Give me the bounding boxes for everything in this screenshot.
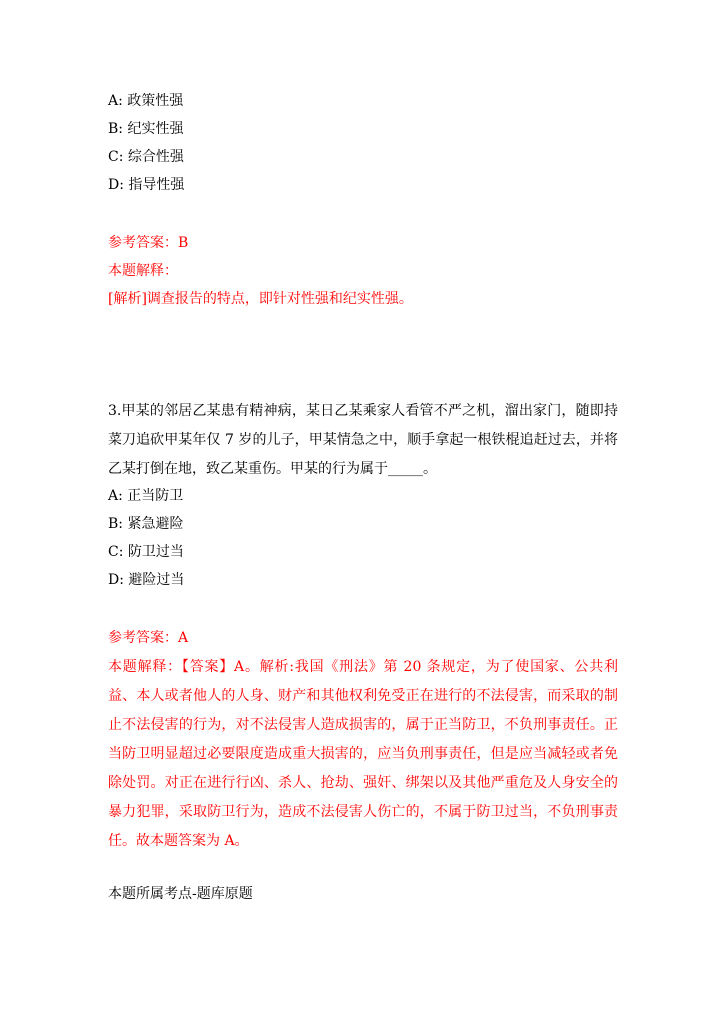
q2-explain-text: [解析]调查报告的特点，即针对性强和纪实性强。 <box>108 291 413 307</box>
q2-explain-label: 本题解释： <box>108 263 178 279</box>
q2-answer: 参考答案：B <box>108 235 189 251</box>
q3-question: 3.甲某的邻居乙某患有精神病，某日乙某乘家人看管不严之机，溜出家门，随即持菜刀追砍甲某年仅 7 岁的儿子，甲某情急之中，顺手拿起一根铁棍追赶过去，并将乙某打倒在地，致乙某重伤。甲某的行为属于_____。 <box>108 403 618 477</box>
q3-option-a: A: 正当防卫 <box>108 488 184 504</box>
q3-option-b: B: 紧急避险 <box>108 516 184 532</box>
q3-answer: 参考答案：A <box>108 630 189 646</box>
q2-option-a: A: 政策性强 <box>108 93 184 109</box>
q3-explanation: 本题解释：【答案】A。解析:我国《刑法》第 20 条规定，为了使国家、公共利益、本人或者他人的人身、财产和其他权利免受正在进行的不法侵害，而采取的制止不法侵害的行为，对不法侵害人造成损害的，属于正当防卫，不负刑事责任。正当防卫明显超过必要限度造成重大损害的，应当负刑事责任，但是应当减轻或者免除处罚。对正在进行行凶、杀人、抢劫、强奸、绑架以及其他严重危及人身安全的暴力犯罪，采取防卫行为，造成不法侵害人伤亡的，不属于防卫过当，不负刑事责任。故本题答案为 A。 <box>108 659 618 849</box>
q3-option-d: D: 避险过当 <box>108 572 185 588</box>
q2-option-d: D: 指导性强 <box>108 177 185 193</box>
footer-topic: 本题所属考点-题库原题 <box>108 886 253 902</box>
q2-option-c: C: 综合性强 <box>108 149 184 165</box>
q3-option-c: C: 防卫过当 <box>108 544 184 560</box>
q2-option-b: B: 纪实性强 <box>108 121 184 137</box>
